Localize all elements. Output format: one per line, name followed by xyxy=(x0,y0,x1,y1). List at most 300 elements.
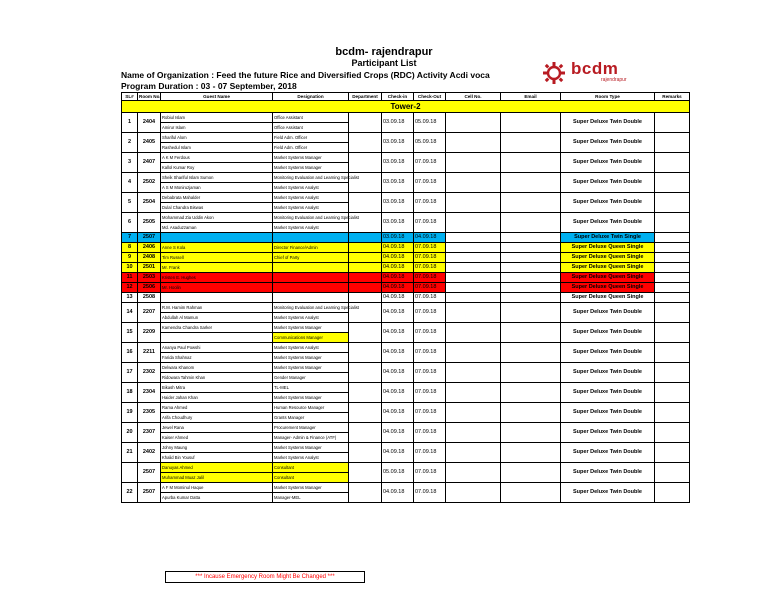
table-row xyxy=(122,403,690,413)
email-cell xyxy=(501,213,561,233)
email-cell xyxy=(501,263,561,273)
sl-cell: 13 xyxy=(122,293,138,303)
checkin-cell: 04.09.18 xyxy=(382,363,414,383)
department-cell xyxy=(349,263,382,273)
room-cell: 2507 xyxy=(138,233,161,243)
checkout-cell: 07.09.18 xyxy=(414,323,446,343)
department-cell xyxy=(349,423,382,443)
tower-row xyxy=(122,101,690,113)
cell-no-cell xyxy=(446,463,501,483)
column-header: Guest Name xyxy=(161,93,273,101)
cell-no-cell xyxy=(446,233,501,243)
room-type-cell: Super Deluxe Queen Single xyxy=(561,253,655,263)
cell-no-cell xyxy=(446,193,501,213)
department-cell xyxy=(349,343,382,363)
email-cell xyxy=(501,193,561,213)
table-row xyxy=(122,243,690,253)
email-cell xyxy=(501,363,561,383)
room-cell: 2506 xyxy=(138,283,161,293)
guest-name-cell: Kristen E. Hughes xyxy=(161,273,273,283)
remarks-cell xyxy=(655,363,690,383)
guest-name-cell: Khalid Bin Yousuf xyxy=(161,453,273,463)
room-type-cell: Super Deluxe Twin Double xyxy=(561,443,655,463)
guest-name-cell: Haider Jahan Khan xyxy=(161,393,273,403)
department-cell xyxy=(349,383,382,403)
checkout-cell: 07.09.18 xyxy=(414,283,446,293)
guest-name-cell: Johny Maung xyxy=(161,443,273,453)
designation-cell: Director Finance/Admin xyxy=(273,243,349,253)
room-type-cell: Super Deluxe Twin Double xyxy=(561,303,655,323)
email-cell xyxy=(501,173,561,193)
remarks-cell xyxy=(655,383,690,403)
room-cell: 2508 xyxy=(138,293,161,303)
table-row xyxy=(122,293,690,303)
email-cell xyxy=(501,443,561,463)
guest-name-cell: Mr. Hoolin xyxy=(161,283,273,293)
checkin-cell: 04.09.18 xyxy=(382,423,414,443)
table-row xyxy=(122,283,690,293)
checkin-cell: 04.09.18 xyxy=(382,293,414,303)
cell-no-cell xyxy=(446,443,501,463)
guest-name-cell: Ananya Paul Powshi xyxy=(161,343,273,353)
checkin-cell: 03.09.18 xyxy=(382,133,414,153)
designation-cell: Market Systems Analyst xyxy=(273,183,349,193)
column-header: SL# xyxy=(122,93,138,101)
sl-cell: 10 xyxy=(122,263,138,273)
table-row xyxy=(122,133,690,143)
designation-cell: Market Systems Manager xyxy=(273,443,349,453)
table-row xyxy=(122,323,690,333)
sl-cell: 7 xyxy=(122,233,138,243)
bcdm-logo xyxy=(541,59,631,84)
emergency-note: *** Incause Emergency Room Might Be Changed *** xyxy=(165,571,365,583)
organization-line: Name of Organization : Feed the future Rice and Diversified Crops (RDC) Activity Acdi voca xyxy=(121,70,490,80)
email-cell xyxy=(501,233,561,243)
logo-text: bcdm xyxy=(571,59,619,78)
sl-cell: 11 xyxy=(122,273,138,283)
checkout-cell: 07.09.18 xyxy=(414,443,446,463)
designation-cell: Market Systems Analyst xyxy=(273,203,349,213)
logo-subtext: rajendrapur xyxy=(601,77,627,83)
room-type-cell: Super Deluxe Twin Double xyxy=(561,483,655,503)
guest-name-cell: Muhammad Muaz Jalil xyxy=(161,473,273,483)
table-row xyxy=(122,273,690,283)
sl-cell: 20 xyxy=(122,423,138,443)
cell-no-cell xyxy=(446,343,501,363)
designation-cell xyxy=(273,233,349,243)
remarks-cell xyxy=(655,343,690,363)
column-header: Room No. xyxy=(139,94,161,99)
cell-no-cell xyxy=(446,263,501,273)
cell-no-cell xyxy=(446,403,501,423)
email-cell xyxy=(501,463,561,483)
table-row xyxy=(122,463,690,473)
checkin-cell: 04.09.18 xyxy=(382,343,414,363)
designation-cell: Market Systems Manager xyxy=(273,483,349,493)
sl-cell: 19 xyxy=(122,403,138,423)
checkout-cell: 07.09.18 xyxy=(414,343,446,363)
table-row xyxy=(122,113,690,123)
room-cell: 2408 xyxy=(138,253,161,263)
room-cell: 2502 xyxy=(138,173,161,193)
page-subtitle: Participant List xyxy=(351,58,417,68)
sl-cell: 6 xyxy=(122,213,138,233)
sl-cell: 4 xyxy=(122,173,138,193)
guest-name-cell: Ridowara Tahmin Khan xyxy=(161,373,273,383)
remarks-cell xyxy=(655,293,690,303)
room-type-cell: Super Deluxe Queen Single xyxy=(561,293,655,303)
room-cell: 2503 xyxy=(138,273,161,283)
room-type-cell: Super Deluxe Queen Single xyxy=(561,243,655,253)
checkout-cell: 07.09.18 xyxy=(414,383,446,403)
remarks-cell xyxy=(655,423,690,443)
remarks-cell xyxy=(655,483,690,503)
checkout-cell: 07.09.18 xyxy=(414,403,446,423)
guest-name-cell: Debabrata Mahalder xyxy=(161,193,273,203)
room-type-cell: Super Deluxe Twin Double xyxy=(561,133,655,153)
department-cell xyxy=(349,283,382,293)
checkout-cell: 07.09.18 xyxy=(414,243,446,253)
remarks-cell xyxy=(655,403,690,423)
table-row xyxy=(122,213,690,223)
department-cell xyxy=(349,113,382,133)
sl-cell: 16 xyxy=(122,343,138,363)
table-row xyxy=(122,233,690,243)
sl-cell: 9 xyxy=(122,253,138,263)
designation-cell: Gender Manager xyxy=(273,373,349,383)
room-cell: 2211 xyxy=(138,343,161,363)
guest-name-cell: Farida Shahnaz xyxy=(161,353,273,363)
designation-cell: Communications Manager xyxy=(273,333,349,343)
guest-name-cell: A F M Mominul Haque xyxy=(161,483,273,493)
department-cell xyxy=(349,273,382,283)
checkout-cell: 07.09.18 xyxy=(414,153,446,173)
checkout-cell: 05.09.18 xyxy=(414,113,446,133)
guest-name-cell xyxy=(161,293,273,303)
designation-cell: Grants Manager xyxy=(273,413,349,423)
checkin-cell: 03.09.18 xyxy=(382,213,414,233)
room-type-cell: Super Deluxe Twin Double xyxy=(561,113,655,133)
guest-name-cell xyxy=(161,233,273,243)
department-cell xyxy=(349,153,382,173)
room-cell: 2501 xyxy=(138,263,161,273)
checkin-cell: 04.09.18 xyxy=(382,243,414,253)
room-type-cell: Super Deluxe Twin Double xyxy=(561,193,655,213)
sl-cell: 14 xyxy=(122,303,138,323)
table-row xyxy=(122,423,690,433)
page-title: bcdm- rajendrapur xyxy=(335,46,433,58)
room-cell: 2402 xyxy=(138,443,161,463)
column-header: Remarks xyxy=(655,93,690,101)
table-row xyxy=(122,253,690,263)
remarks-cell xyxy=(655,303,690,323)
column-header: Room Type xyxy=(561,93,655,101)
designation-cell: Market Systems Analyst xyxy=(273,313,349,323)
designation-cell xyxy=(273,283,349,293)
remarks-cell xyxy=(655,263,690,273)
room-cell: 2304 xyxy=(138,383,161,403)
guest-name-cell: Jewel Rana xyxy=(161,423,273,433)
remarks-cell xyxy=(655,213,690,233)
checkin-cell: 03.09.18 xyxy=(382,233,414,243)
column-header: Cell No. xyxy=(446,93,501,101)
guest-name-cell: Dulal Chandra Biswas xyxy=(161,203,273,213)
cell-no-cell xyxy=(446,423,501,443)
guest-name-cell: Rama Ahmed xyxy=(161,403,273,413)
remarks-cell xyxy=(655,443,690,463)
room-cell: 2507 xyxy=(138,463,161,483)
email-cell xyxy=(501,323,561,343)
checkout-cell: 07.09.18 xyxy=(414,423,446,443)
room-type-cell: Super Deluxe Twin Double xyxy=(561,383,655,403)
room-type-cell: Super Deluxe Twin Double xyxy=(561,403,655,423)
room-type-cell: Super Deluxe Queen Single xyxy=(561,263,655,273)
checkin-cell: 04.09.18 xyxy=(382,443,414,463)
room-type-cell: Super Deluxe Twin Double xyxy=(561,463,655,483)
column-header: Email xyxy=(501,93,561,101)
room-cell: 2209 xyxy=(138,323,161,343)
cell-no-cell xyxy=(446,283,501,293)
designation-cell: Market Systems Analyst xyxy=(273,193,349,203)
table-row xyxy=(122,153,690,163)
participant-table xyxy=(121,92,690,503)
guest-name-cell: Tim Russell xyxy=(161,253,273,263)
remarks-cell xyxy=(655,193,690,213)
email-cell xyxy=(501,283,561,293)
room-type-cell: Super Deluxe Twin Double xyxy=(561,173,655,193)
column-header: Designation xyxy=(273,93,349,101)
room-type-cell: Super Deluxe Queen Single xyxy=(561,283,655,293)
checkin-cell: 03.09.18 xyxy=(382,113,414,133)
remarks-cell xyxy=(655,173,690,193)
checkout-cell: 07.09.18 xyxy=(414,273,446,283)
table-row xyxy=(122,193,690,203)
sl-cell: 18 xyxy=(122,383,138,403)
guest-name-cell xyxy=(161,333,273,343)
guest-name-cell: Mr. Frank xyxy=(161,263,273,273)
checkin-cell: 04.09.18 xyxy=(382,383,414,403)
remarks-cell xyxy=(655,283,690,293)
room-cell: 2505 xyxy=(138,213,161,233)
cell-no-cell xyxy=(446,113,501,133)
designation-cell: Procurement Manager xyxy=(273,423,349,433)
designation-cell: Monitoring Evaluation and Learning Specialist xyxy=(273,303,349,313)
department-cell xyxy=(349,233,382,243)
sl-cell: 3 xyxy=(122,153,138,173)
room-cell: 2307 xyxy=(138,423,161,443)
checkout-cell: 04.09.18 xyxy=(414,233,446,243)
sl-cell: 1 xyxy=(122,113,138,133)
checkout-cell: 07.09.18 xyxy=(414,193,446,213)
checkin-cell: 04.09.18 xyxy=(382,323,414,343)
room-type-cell: Super Deluxe Twin Double xyxy=(561,323,655,343)
email-cell xyxy=(501,133,561,153)
email-cell xyxy=(501,383,561,403)
email-cell xyxy=(501,403,561,423)
checkout-cell: 07.09.18 xyxy=(414,303,446,323)
designation-cell: Monitoring Evaluation and Learning Specialist xyxy=(273,213,349,223)
department-cell xyxy=(349,483,382,503)
room-type-cell: Super Deluxe Twin Double xyxy=(561,423,655,443)
table-row xyxy=(122,263,690,273)
cell-no-cell xyxy=(446,253,501,263)
designation-cell: TL-MEL xyxy=(273,383,349,393)
email-cell xyxy=(501,113,561,133)
room-type-cell: Super Deluxe Twin Double xyxy=(561,213,655,233)
guest-name-cell: R.M. Hamim Rahman xyxy=(161,303,273,313)
email-cell xyxy=(501,293,561,303)
remarks-cell xyxy=(655,133,690,153)
guest-name-cell: Robiul Islam xyxy=(161,113,273,123)
designation-cell: Human Resource Manager xyxy=(273,403,349,413)
checkout-cell: 07.09.18 xyxy=(414,363,446,383)
room-cell: 2406 xyxy=(138,243,161,253)
cell-no-cell xyxy=(446,133,501,153)
department-cell xyxy=(349,253,382,263)
checkin-cell: 04.09.18 xyxy=(382,273,414,283)
guest-name-cell: Arifa Choudhury xyxy=(161,413,273,423)
designation-cell xyxy=(273,273,349,283)
cell-no-cell xyxy=(446,363,501,383)
department-cell xyxy=(349,293,382,303)
table-row xyxy=(122,343,690,353)
checkin-cell: 04.09.18 xyxy=(382,263,414,273)
designation-cell xyxy=(273,263,349,273)
guest-name-cell: Kamendra Chandra Sarker xyxy=(161,323,273,333)
sl-cell: 21 xyxy=(122,443,138,463)
table-header-row xyxy=(122,93,690,101)
sl-cell: 8 xyxy=(122,243,138,253)
designation-cell: Office Assistant xyxy=(273,123,349,133)
designation-cell: Market Systems Manager xyxy=(273,353,349,363)
guest-name-cell: Kallol Kumar Roy xyxy=(161,163,273,173)
room-cell: 2404 xyxy=(138,113,161,133)
checkin-cell: 04.09.18 xyxy=(382,253,414,263)
checkin-cell: 04.09.18 xyxy=(382,403,414,423)
department-cell xyxy=(349,323,382,343)
cell-no-cell xyxy=(446,173,501,193)
designation-cell: Market Systems Manager xyxy=(273,323,349,333)
checkout-cell: 07.09.18 xyxy=(414,213,446,233)
cell-no-cell xyxy=(446,483,501,503)
checkin-cell: 03.09.18 xyxy=(382,193,414,213)
remarks-cell xyxy=(655,273,690,283)
remarks-cell xyxy=(655,323,690,343)
checkin-cell: 04.09.18 xyxy=(382,483,414,503)
table-row xyxy=(122,303,690,313)
cell-no-cell xyxy=(446,243,501,253)
sl-cell: 15 xyxy=(122,323,138,343)
checkin-cell: 05.09.18 xyxy=(382,463,414,483)
guest-name-cell: Amirur Islam xyxy=(161,123,273,133)
cell-no-cell xyxy=(446,153,501,173)
checkout-cell: 07.09.18 xyxy=(414,293,446,303)
remarks-cell xyxy=(655,243,690,253)
checkout-cell: 07.09.18 xyxy=(414,173,446,193)
room-type-cell: Super Deluxe Twin Single xyxy=(561,233,655,243)
cell-no-cell xyxy=(446,383,501,403)
guest-name-cell: Mohammad Zia Uddin Akon xyxy=(161,213,273,223)
table-row xyxy=(122,383,690,393)
checkout-cell: 05.09.18 xyxy=(414,133,446,153)
sl-cell: 22 xyxy=(122,483,138,503)
remarks-cell xyxy=(655,153,690,173)
duration-line: Program Duration : 03 - 07 September, 2018 xyxy=(121,81,297,91)
room-type-cell: Super Deluxe Twin Double xyxy=(561,153,655,173)
table-row xyxy=(122,443,690,453)
designation-cell: Field Adm. Officer xyxy=(273,133,349,143)
email-cell xyxy=(501,273,561,283)
designation-cell: Market Systems Manager xyxy=(273,163,349,173)
sl-cell: 17 xyxy=(122,363,138,383)
checkin-cell: 03.09.18 xyxy=(382,173,414,193)
designation-cell: Manager- Admin & Finance (ATF) xyxy=(273,433,349,443)
guest-name-cell: Apurba Kumar Datta xyxy=(161,493,273,503)
email-cell xyxy=(501,253,561,263)
checkin-cell: 04.09.18 xyxy=(382,283,414,293)
checkin-cell: 04.09.18 xyxy=(382,303,414,323)
guest-name-cell: Delwara Khanom xyxy=(161,363,273,373)
designation-cell: Monitoring Evaluation and Learning Specialist xyxy=(273,173,349,183)
designation-cell: Office Assistant xyxy=(273,113,349,123)
checkout-cell: 07.09.18 xyxy=(414,483,446,503)
guest-name-cell: A K M Ferdous xyxy=(161,153,273,163)
room-type-cell: Super Deluxe Queen Single xyxy=(561,273,655,283)
checkout-cell: 07.09.18 xyxy=(414,253,446,263)
department-cell xyxy=(349,463,382,483)
remarks-cell xyxy=(655,113,690,133)
sl-cell: 12 xyxy=(122,283,138,293)
room-type-cell: Super Deluxe Twin Double xyxy=(561,363,655,383)
designation-cell: Market Systems Manager xyxy=(273,393,349,403)
room-cell: 2302 xyxy=(138,363,161,383)
email-cell xyxy=(501,303,561,323)
designation-cell: Consultant xyxy=(273,463,349,473)
designation-cell: Market Systems Analyst xyxy=(273,343,349,353)
cell-no-cell xyxy=(446,303,501,323)
checkin-cell: 03.09.18 xyxy=(382,153,414,173)
designation-cell: Consultant xyxy=(273,473,349,483)
column-header: Department xyxy=(349,93,382,101)
department-cell xyxy=(349,243,382,253)
designation-cell: Chief of Party xyxy=(273,253,349,263)
cell-no-cell xyxy=(446,293,501,303)
guest-name-cell: Rashedul Islam xyxy=(161,143,273,153)
cell-no-cell xyxy=(446,323,501,343)
guest-name-cell: Kaiser Ahmed xyxy=(161,433,273,443)
table-row xyxy=(122,483,690,493)
table-row xyxy=(122,363,690,373)
checkout-cell: 07.09.18 xyxy=(414,263,446,273)
remarks-cell xyxy=(655,463,690,483)
designation-cell: Manager-MEL xyxy=(273,493,349,503)
checkout-cell: 07.09.18 xyxy=(414,463,446,483)
sl-cell: 2 xyxy=(122,133,138,153)
room-cell: 2407 xyxy=(138,153,161,173)
guest-name-cell: Danuyas Ahmed xyxy=(161,463,273,473)
room-type-cell: Super Deluxe Twin Double xyxy=(561,343,655,363)
department-cell xyxy=(349,133,382,153)
gear-logo-icon xyxy=(541,62,567,84)
email-cell xyxy=(501,423,561,443)
cell-no-cell xyxy=(446,273,501,283)
tower-label: Tower-2 xyxy=(122,101,690,113)
designation-cell: Market Systems Manager xyxy=(273,153,349,163)
sl-cell xyxy=(122,463,138,483)
column-header: Check-Out xyxy=(414,93,446,101)
email-cell xyxy=(501,243,561,253)
guest-name-cell: Md. Asaduzzaman xyxy=(161,223,273,233)
